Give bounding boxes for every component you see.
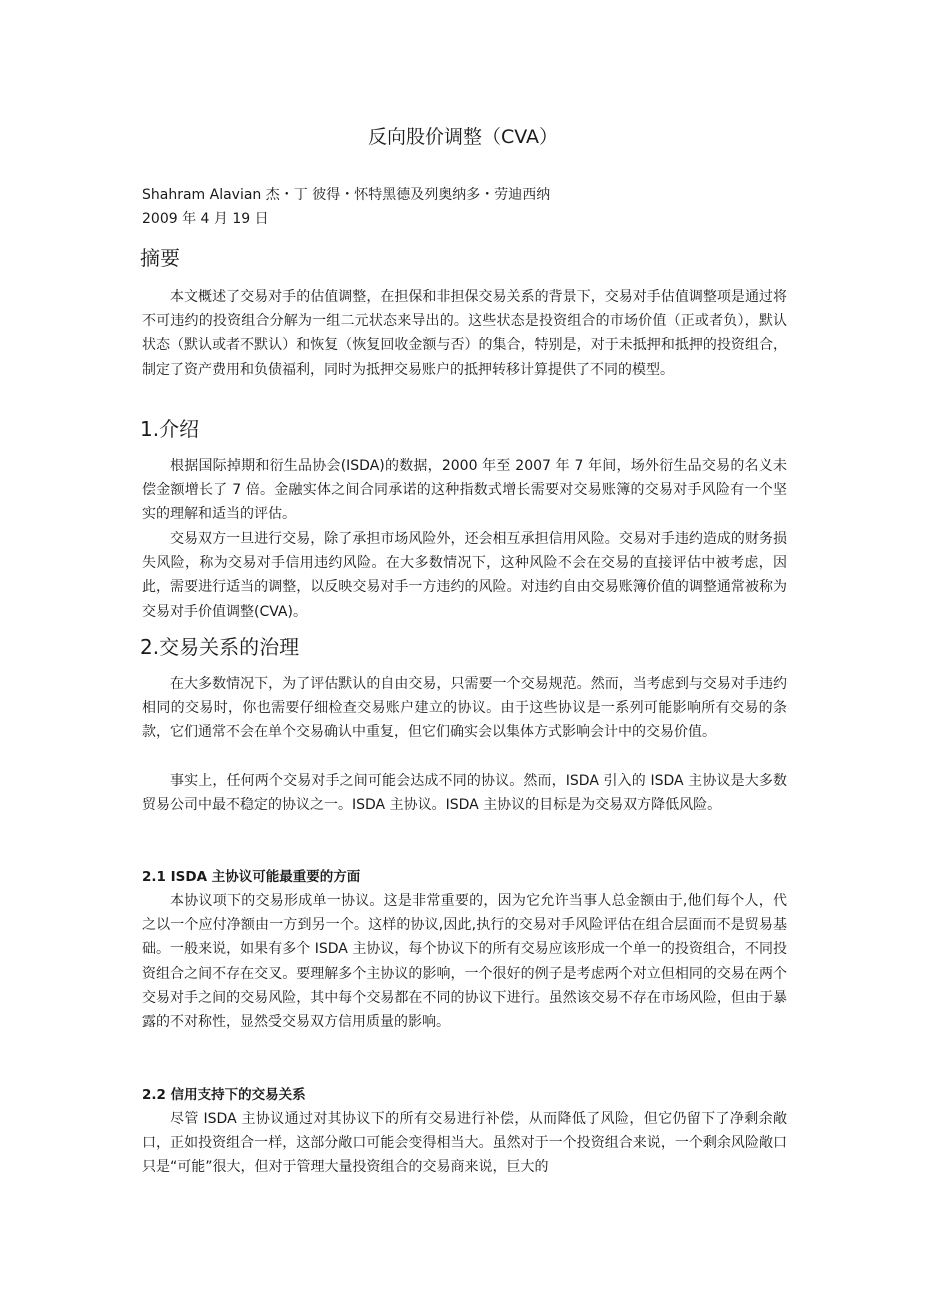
section-2-1-paragraph: 本协议项下的交易形成单一协议。这是非常重要的，因为它允许当事人总金额由于,他们每个人，代之以一个应付净额由一方到另一个。这样的协议,因此,执行的交易对手风险评估在组合层面而不是贸易基础。一般来说，如果有多个 ISDA 主协议，每个协议下的所有交易应该形成一个单一的投资组合，不同投资组合之间不存在交叉。要理解多个主协议的影响，一个很好的例子是考虑两个对立但相同的交易在两个交易对手之间的交易风险，其中每个交易都在不同的协议下进行。虽然该交易不存在市场风险，但由于暴露的不对称性，显然受交易双方信用质量的影响。 — [142, 893, 787, 1031]
section-1-heading: 1.介绍 — [140, 417, 200, 441]
publication-date: 2009 年 4 月 19 日 — [142, 211, 269, 227]
abstract-heading: 摘要 — [140, 246, 180, 270]
section-2-2-heading: 2.2 信用支持下的交易关系 — [142, 1087, 306, 1103]
author-names: Shahram Alavian 杰・丁 彼得・怀特黑德及列奥纳多・劳迪西纳 — [142, 187, 551, 203]
section-1-paragraph-1: 根据国际掉期和衍生品协会(ISDA)的数据，2000 年至 2007 年 7 年间，场外衍生品交易的名义未偿金额增长了 7 倍。金融实体之间合同承诺的这种指数式增长需要对交易账簿的交易对手风险有一个坚实的理解和适当的评估。 — [142, 458, 787, 523]
section-2-2-paragraph: 尽管 ISDA 主协议通过对其协议下的所有交易进行补偿，从而降低了风险，但它仍留下了净剩余敞口，正如投资组合一样，这部分敞口可能会变得相当大。虽然对于一个投资组合来说，一个剩余风险敞口只是“可能”很大，但对于管理大量投资组合的交易商来说，巨大的 — [142, 1111, 787, 1176]
section-1-paragraph-2: 交易双方一旦进行交易，除了承担市场风险外，还会相互承担信用风险。交易对手违约造成的财务损失风险，称为交易对手信用违约风险。在大多数情况下，这种风险不会在交易的直接评估中被考虑，因此，需要进行适当的调整，以反映交易对手一方违约的风险。对违约自由交易账簿价值的调整通常被称为交易对手价值调整(CVA)。 — [142, 531, 787, 620]
abstract-paragraph: 本文概述了交易对手的估值调整，在担保和非担保交易关系的背景下，交易对手估值调整项是通过将不可违约的投资组合分解为一组二元状态来导出的。这些状态是投资组合的市场价值（正或者负），默认状态（默认或者不默认）和恢复（恢复回收金额与否）的集合，特别是，对于未抵押和抵押的投资组合，制定了资产费用和负债福利，同时为抵押交易账户的抵押转移计算提供了不同的模型。 — [142, 289, 787, 378]
section-2-heading: 2.交易关系的治理 — [140, 635, 300, 659]
author-block — [142, 183, 550, 231]
section-2-paragraph-1: 在大多数情况下，为了评估默认的自由交易，只需要一个交易规范。然而，当考虑到与交易对手违约相同的交易时，你也需要仔细检查交易账户建立的协议。由于这些协议是一系列可能影响所有交易的条款，它们通常不会在单个交易确认中重复，但它们确实会以集体方式影响会计中的交易价值。 — [142, 676, 787, 741]
document-title: 反向股价调整（CVA） — [367, 126, 559, 148]
section-2-1-heading: 2.1 ISDA 主协议可能最重要的方面 — [142, 869, 361, 885]
section-2-paragraph-2: 事实上，任何两个交易对手之间可能会达成不同的协议。然而，ISDA 引入的 ISDA 主协议是大多数贸易公司中最不稳定的协议之一。ISDA 主协议。ISDA 主协议的目标是为交易双方降低风险。 — [142, 773, 787, 814]
